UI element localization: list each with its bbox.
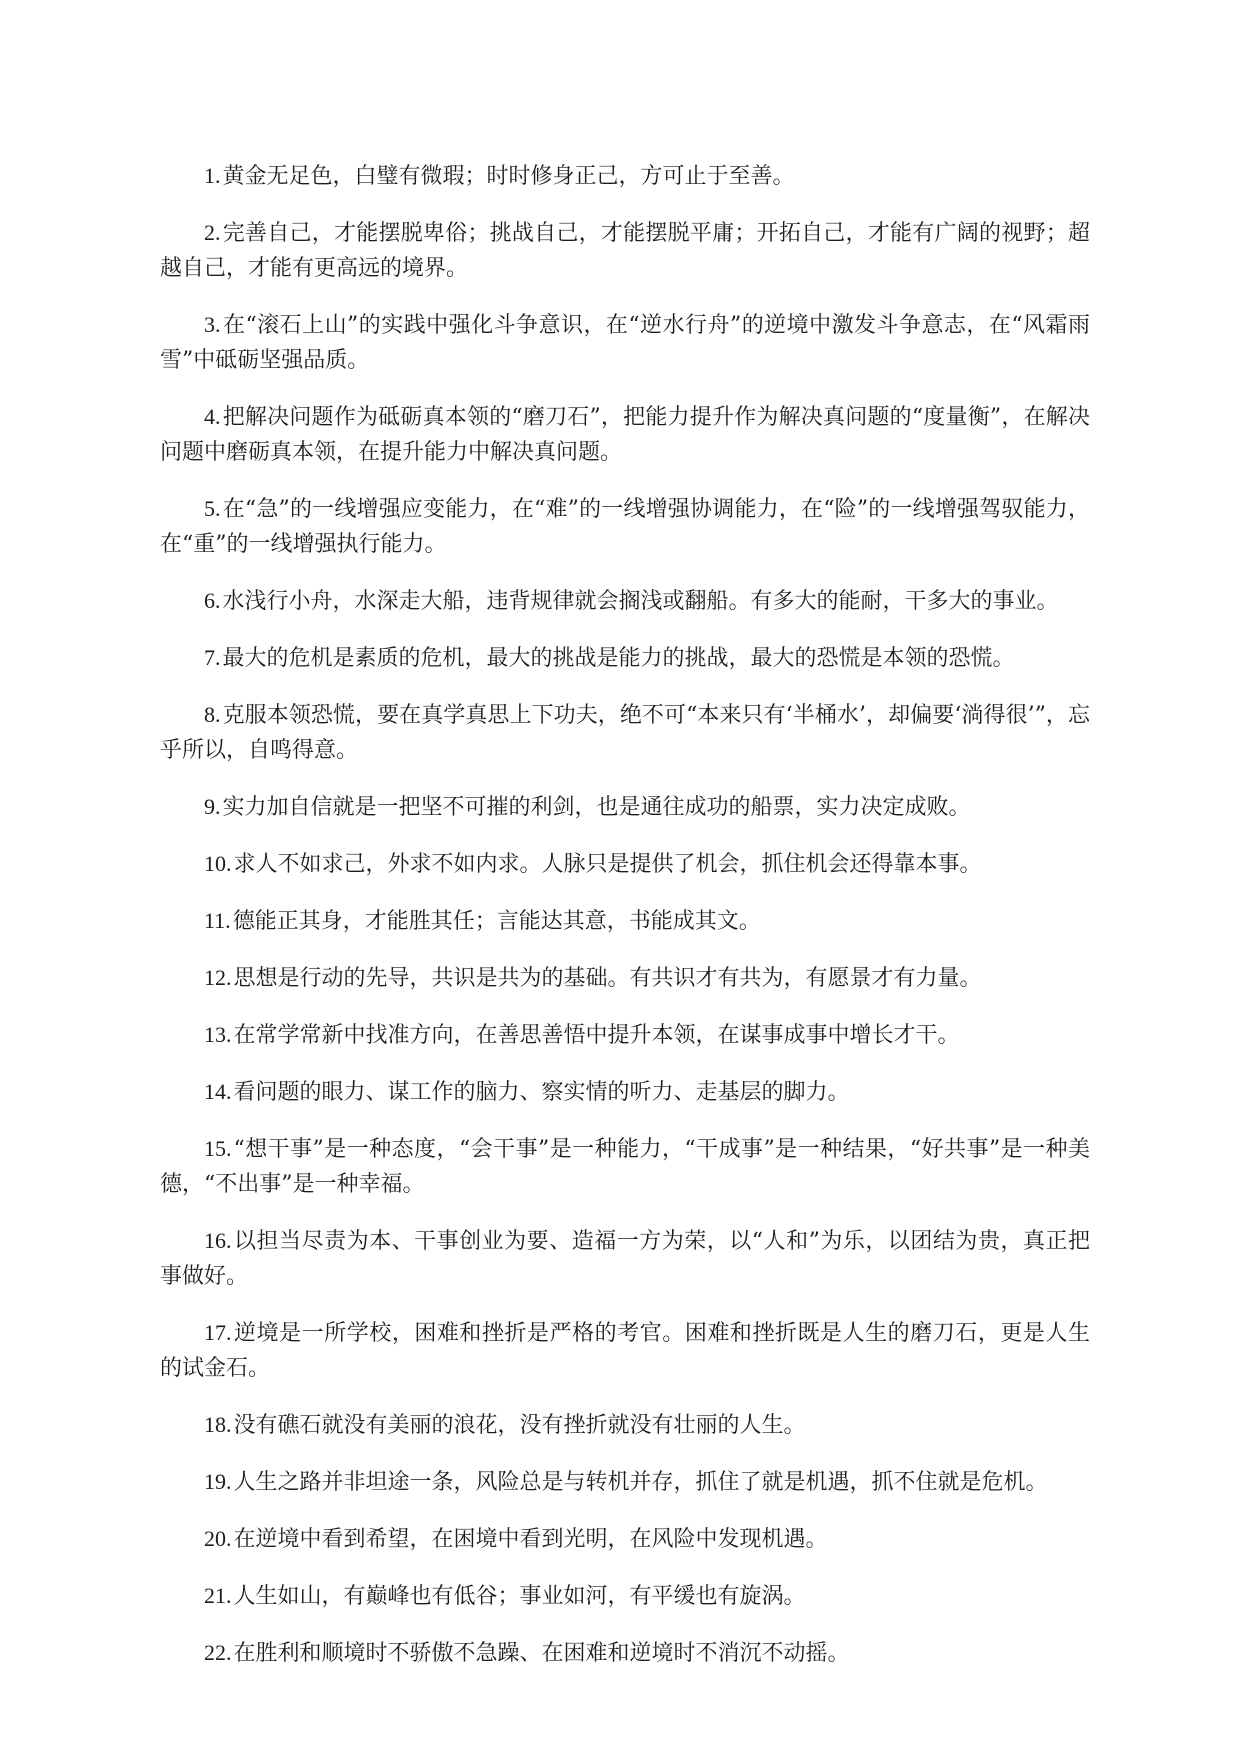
- list-item: [160, 1464, 1090, 1500]
- list-item: [160, 789, 1090, 825]
- item-number: 13.: [204, 1022, 232, 1047]
- item-text: 完善自己，才能摆脱卑俗；挑战自己，才能摆脱平庸；开拓自己，才能有广阔的视野；超越自己，才能有更高远的境界。: [160, 221, 1090, 281]
- list-item: [160, 1578, 1090, 1614]
- item-number: 17.: [204, 1320, 232, 1345]
- item-number: 5.: [204, 496, 221, 521]
- list-item: [160, 1131, 1090, 1202]
- item-text: 以担当尽责为本、干事创业为要、造福一方为荣，以“人和”为乐，以团结为贵，真正把事做好。: [160, 1229, 1090, 1289]
- list-item: [160, 1407, 1090, 1443]
- item-text: 实力加自信就是一把坚不可摧的利剑，也是通往成功的船票，实力决定成败。: [222, 795, 971, 820]
- item-text: 在“急”的一线增强应变能力，在“难”的一线增强协调能力，在“险”的一线增强驾驭能力，在“重”的一线增强执行能力。: [160, 497, 1090, 557]
- item-number: 8.: [204, 702, 221, 727]
- item-text: 在常学常新中找准方向，在善思善悟中提升本领，在谋事成事中增长才干。: [233, 1023, 960, 1048]
- item-number: 18.: [204, 1412, 232, 1437]
- list-item: [160, 697, 1090, 768]
- list-item: [160, 1635, 1090, 1671]
- item-text: 水浅行小舟，水深走大船，违背规律就会搁浅或翻船。有多大的能耐，干多大的事业。: [222, 589, 1059, 614]
- item-text: 把解决问题作为砥砺真本领的“磨刀石”，把能力提升作为解决真问题的“度量衡”，在解决问题中磨砺真本领，在提升能力中解决真问题。: [160, 405, 1090, 465]
- quote-list: [160, 158, 1090, 1692]
- list-item: [160, 158, 1090, 194]
- item-number: 11.: [204, 908, 231, 933]
- item-number: 2.: [204, 220, 221, 245]
- item-text: 黄金无足色，白璧有微瑕；时时修身正己，方可止于至善。: [222, 164, 795, 189]
- list-item: [160, 960, 1090, 996]
- item-text: 思想是行动的先导，共识是共为的基础。有共识才有共为，有愿景才有力量。: [233, 966, 982, 991]
- list-item: [160, 1521, 1090, 1557]
- item-number: 12.: [204, 965, 232, 990]
- item-number: 20.: [204, 1526, 232, 1551]
- item-number: 15.: [204, 1136, 232, 1161]
- item-text: 没有礁石就没有美丽的浪花，没有挫折就没有壮丽的人生。: [233, 1413, 806, 1438]
- item-number: 19.: [204, 1469, 232, 1494]
- item-text: 克服本领恐慌，要在真学真思上下功夫，绝不可“本来只有‘半桶水’，却偏要‘淌得很’”，忘乎所以，自鸣得意。: [160, 703, 1090, 763]
- list-item: [160, 1315, 1090, 1386]
- item-text: “想干事”是一种态度，“会干事”是一种能力，“干成事”是一种结果，“好共事”是一种美德，“不出事”是一种幸福。: [160, 1137, 1090, 1197]
- item-number: 3.: [204, 312, 221, 337]
- list-item: [160, 307, 1090, 378]
- item-number: 22.: [204, 1640, 232, 1665]
- item-text: 逆境是一所学校，困难和挫折是严格的考官。困难和挫折既是人生的磨刀石，更是人生的试金石。: [160, 1321, 1090, 1381]
- item-text: 德能正其身，才能胜其任；言能达其意，书能成其文。: [232, 909, 761, 934]
- item-number: 6.: [204, 588, 221, 613]
- item-text: 在逆境中看到希望，在困境中看到光明，在风险中发现机遇。: [233, 1527, 828, 1552]
- item-number: 14.: [204, 1079, 232, 1104]
- list-item: [160, 903, 1090, 939]
- list-item: [160, 583, 1090, 619]
- list-item: [160, 846, 1090, 882]
- item-number: 7.: [204, 645, 221, 670]
- item-text: 人生之路并非坦途一条，风险总是与转机并存，抓住了就是机遇，抓不住就是危机。: [233, 1470, 1048, 1495]
- item-text: 在胜利和顺境时不骄傲不急躁、在困难和逆境时不消沉不动摇。: [233, 1641, 850, 1666]
- item-text: 人生如山，有巅峰也有低谷；事业如河，有平缓也有旋涡。: [233, 1584, 806, 1609]
- list-item: [160, 1017, 1090, 1053]
- item-number: 10.: [204, 851, 232, 876]
- list-item: [160, 640, 1090, 676]
- item-number: 1.: [204, 163, 221, 188]
- item-text: 看问题的眼力、谋工作的脑力、察实情的听力、走基层的脚力。: [233, 1080, 850, 1105]
- item-text: 最大的危机是素质的危机，最大的挑战是能力的挑战，最大的恐慌是本领的恐慌。: [222, 646, 1015, 671]
- item-text: 在“滚石上山”的实践中强化斗争意识，在“逆水行舟”的逆境中激发斗争意志，在“风霜雨雪”中砥砺坚强品质。: [160, 313, 1090, 373]
- item-number: 16.: [204, 1228, 232, 1253]
- item-number: 4.: [204, 404, 221, 429]
- list-item: [160, 1074, 1090, 1110]
- item-text: 求人不如求己，外求不如内求。人脉只是提供了机会，抓住机会还得靠本事。: [233, 852, 982, 877]
- list-item: [160, 1223, 1090, 1294]
- item-number: 9.: [204, 794, 221, 819]
- list-item: [160, 491, 1090, 562]
- list-item: [160, 215, 1090, 286]
- item-number: 21.: [204, 1583, 232, 1608]
- list-item: [160, 399, 1090, 470]
